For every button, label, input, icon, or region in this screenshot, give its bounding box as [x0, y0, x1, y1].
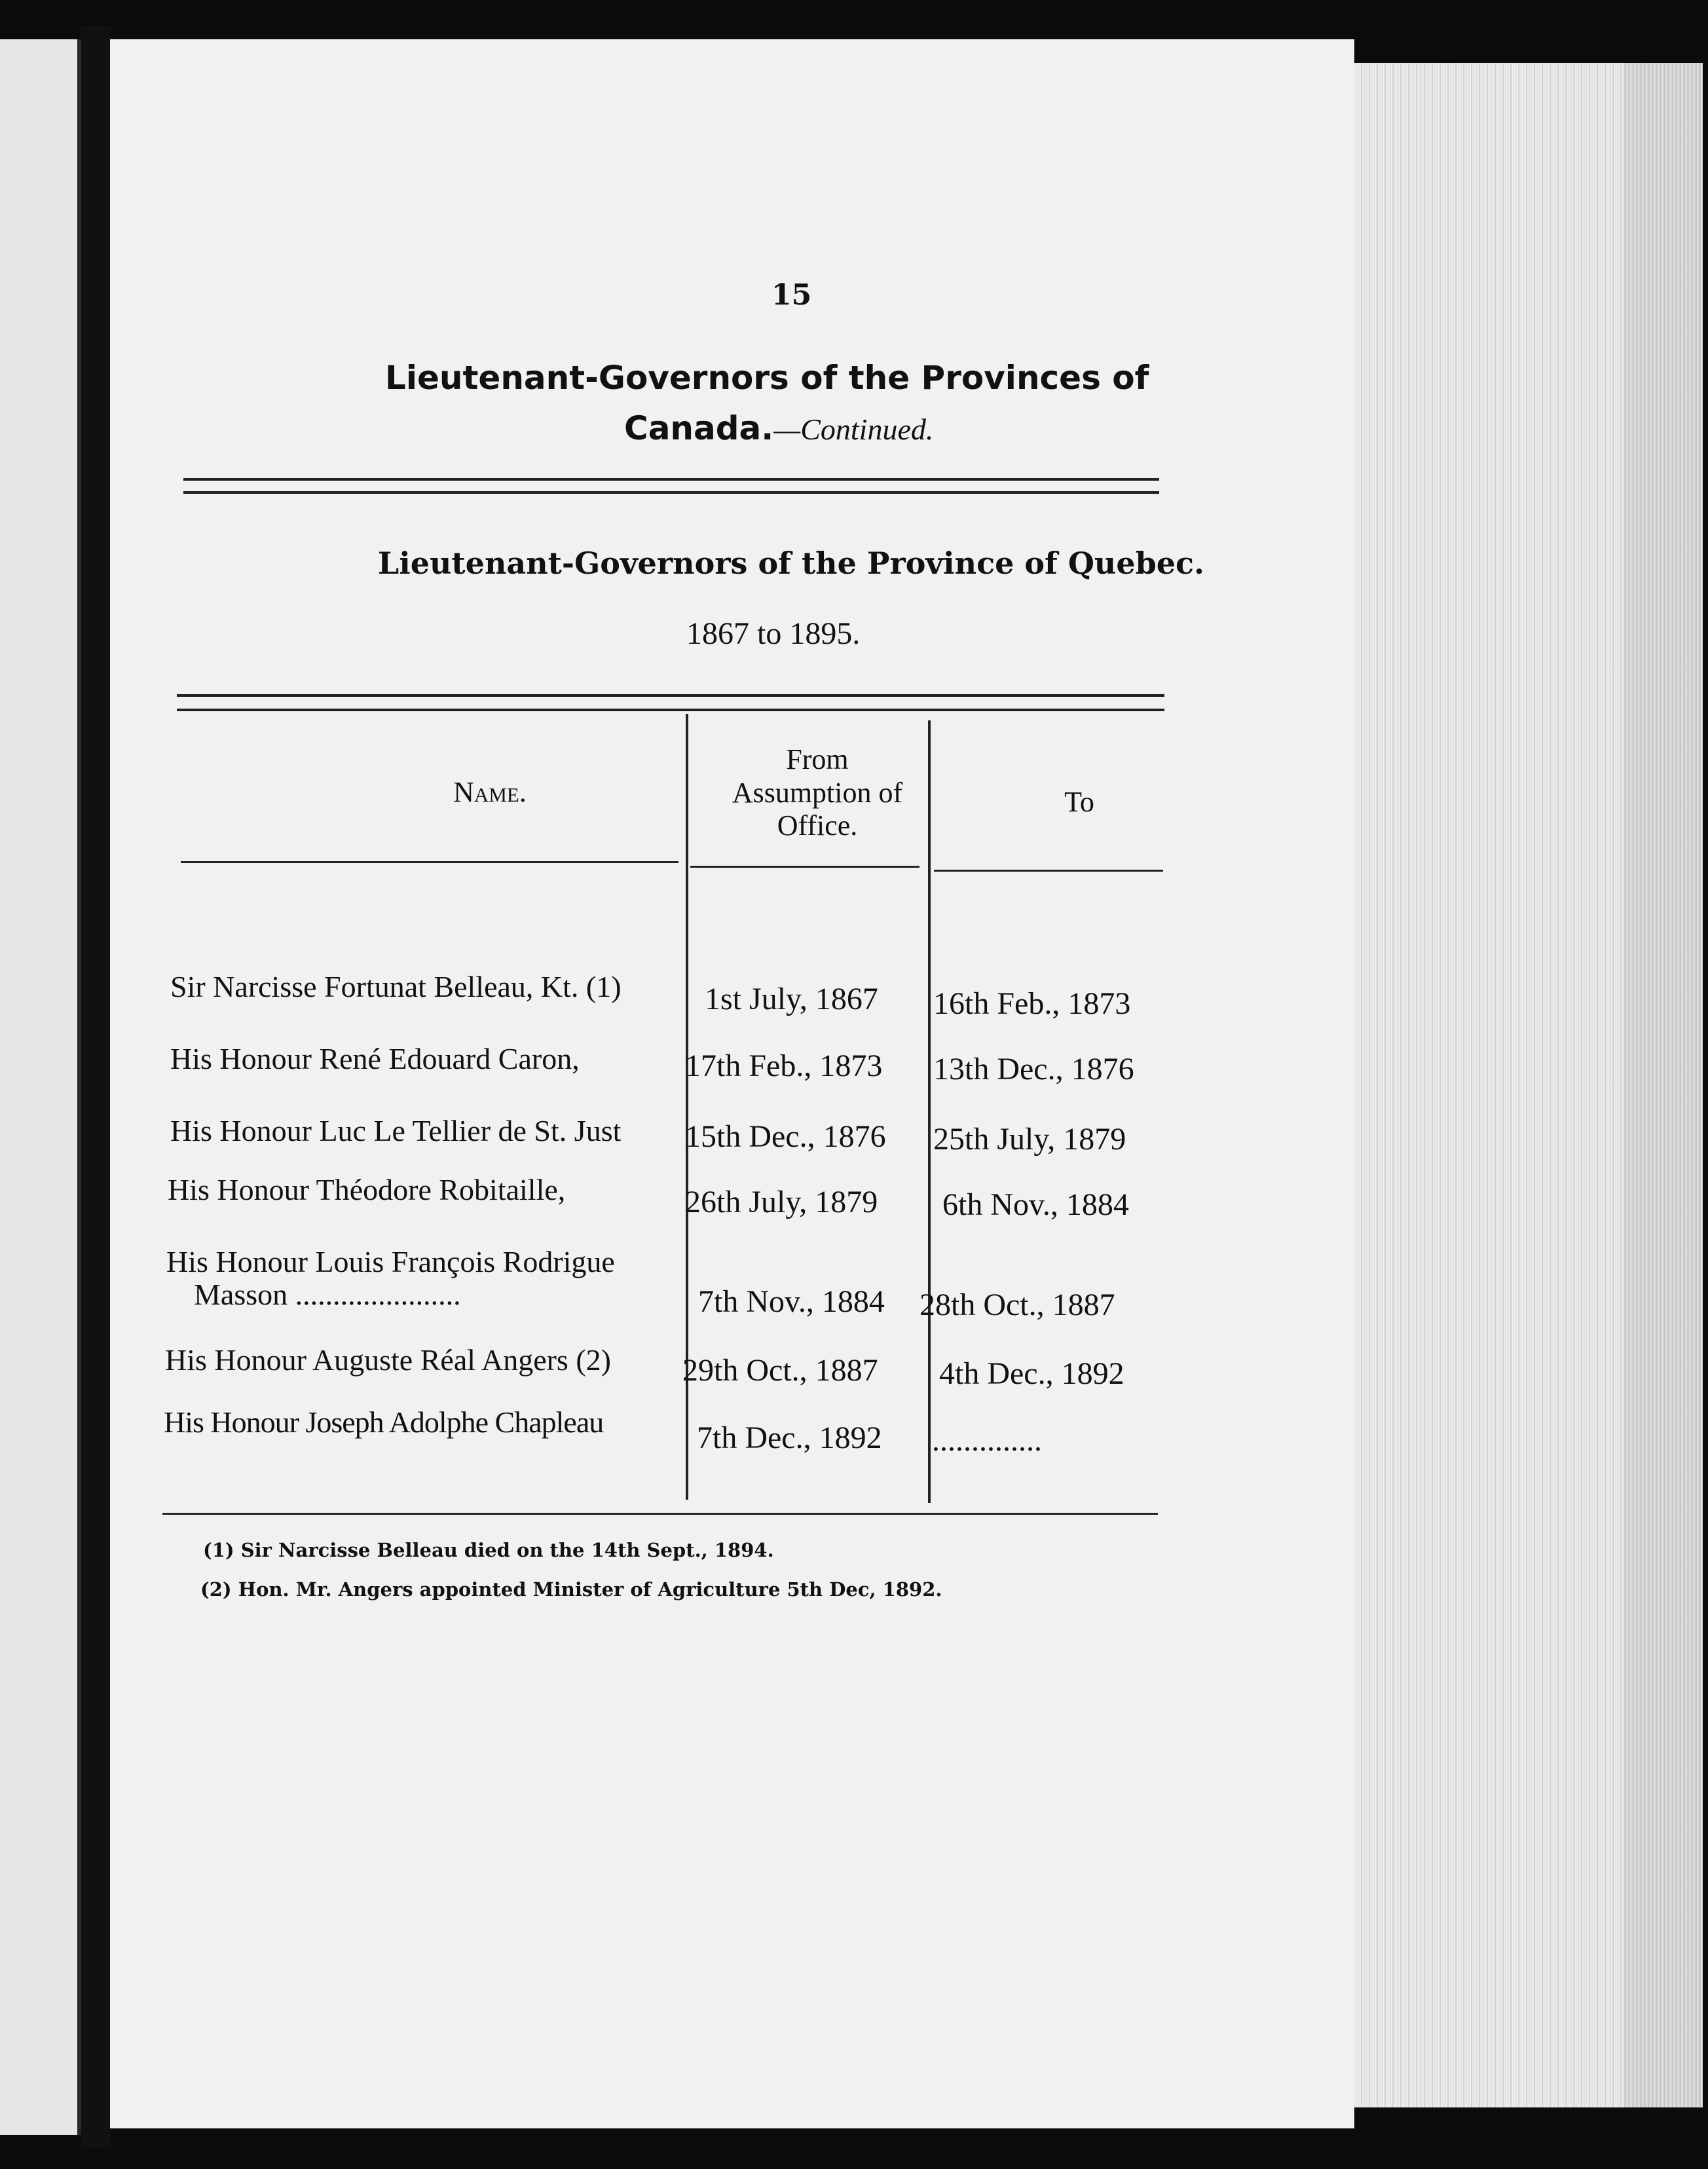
table-row-5-name: His Honour Louis François Rodrigue — [166, 1245, 615, 1278]
table-row-2-to: 13th Dec., 1876 — [933, 1052, 1134, 1086]
table-row-3-from: 15th Dec., 1876 — [685, 1119, 886, 1154]
table-row-6-from: 29th Oct., 1887 — [682, 1353, 878, 1388]
table-row-6-name: His Honour Auguste Réal Angers (2) — [165, 1343, 611, 1377]
column-divider-2 — [928, 720, 931, 1503]
table-row-5-name-cont: Masson ...................... — [194, 1278, 461, 1311]
heading-rule-bottom — [183, 491, 1159, 494]
col-header-from — [686, 743, 948, 843]
heading-rule-top — [183, 478, 1159, 481]
table-row-7-from: 7th Dec., 1892 — [697, 1420, 882, 1455]
table-row-4-from: 26th July, 1879 — [685, 1185, 878, 1219]
footnote-2: (2) Hon. Mr. Angers appointed Minister of Agriculture 5th Dec, 1892. — [200, 1578, 942, 1601]
table-row-4-name: His Honour Théodore Robitaille, — [168, 1173, 566, 1206]
table-row-4-to: 6th Nov., 1884 — [942, 1187, 1129, 1222]
table-row-3-to: 25th July, 1879 — [933, 1122, 1126, 1157]
col-header-from-line1: From — [786, 743, 849, 775]
book-spine — [81, 26, 111, 2148]
table-row-3-name: His Honour Luc Le Tellier de St. Just — [170, 1114, 622, 1147]
table-row-1-from: 1st July, 1867 — [705, 982, 878, 1016]
table-row-2-from: 17th Feb., 1873 — [685, 1048, 883, 1083]
table-row-6-to: 4th Dec., 1892 — [939, 1356, 1124, 1391]
to-header-underline — [934, 870, 1163, 872]
col-header-to: To — [1064, 786, 1094, 818]
page-number: 15 — [771, 278, 812, 312]
name-header-underline — [181, 861, 678, 863]
section-years: 1867 to 1895. — [686, 616, 861, 651]
from-header-underline — [690, 866, 919, 868]
table-row-7-to: .............. — [932, 1423, 1042, 1458]
page-heading-line2 — [624, 409, 1083, 447]
table-rule-bottom — [177, 709, 1164, 711]
table-row-1-name: Sir Narcisse Fortunat Belleau, Kt. (1) — [170, 970, 622, 1003]
heading-canada: Canada. — [624, 409, 774, 447]
col-header-name: Name. — [453, 776, 527, 808]
table-row-5-to: 28th Oct., 1887 — [919, 1288, 1115, 1322]
col-header-from-line3: Office. — [777, 809, 858, 842]
table-row-2-name: His Honour René Edouard Caron, — [170, 1042, 580, 1075]
book-page — [110, 39, 1354, 2128]
page-edges-stack — [1349, 63, 1703, 2107]
table-row-1-to: 16th Feb., 1873 — [933, 986, 1131, 1021]
left-page-edge — [0, 39, 81, 2135]
section-title: Lieutenant-Governors of the Province of Quebec. — [377, 546, 1205, 581]
table-row-7-name: His Honour Joseph Adolphe Chapleau — [164, 1405, 604, 1439]
table-row-5-from: 7th Nov., 1884 — [698, 1284, 885, 1319]
table-footer-rule — [162, 1513, 1158, 1515]
heading-continued: —Continued. — [773, 413, 934, 446]
page-heading-line1: Lieutenant-Governors of the Provinces of — [385, 359, 1149, 397]
col-header-from-line2: Assumption of — [732, 776, 903, 809]
footnote-1: (1) Sir Narcisse Belleau died on the 14th Sept., 1894. — [203, 1539, 774, 1561]
table-rule-top — [177, 694, 1164, 697]
